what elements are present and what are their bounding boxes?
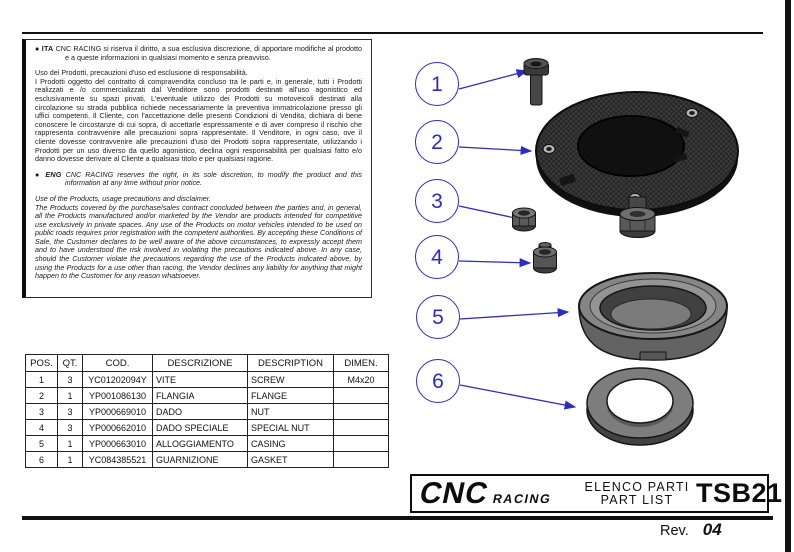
- nut-part: [513, 208, 536, 231]
- callout-arrow-1: [459, 71, 527, 89]
- sheet-title: [578, 481, 696, 507]
- cell-dimen: [334, 388, 389, 404]
- cell-descrizione: ALLOGGIAMENTO: [153, 436, 248, 452]
- ita-notice-text: CNC RACING si riserva il diritto, a sua esclusiva discrezione, di apportare modifiche al prodotto e a queste informazioni in qualsiasi momento e senza preavviso.: [55, 44, 362, 62]
- table-header-row: [26, 355, 389, 372]
- title-block: [410, 474, 783, 513]
- table-row: [26, 388, 389, 404]
- cell-description: CASING: [248, 436, 334, 452]
- frame-right-border: [785, 0, 791, 552]
- callout-3: 3: [415, 179, 459, 223]
- callout-arrow-3: [459, 206, 529, 221]
- gasket-part: [587, 368, 693, 445]
- table-row: [26, 420, 389, 436]
- lang-label-eng: ENG: [45, 169, 62, 179]
- table-row: [26, 436, 389, 452]
- casing-part: [579, 273, 727, 360]
- logo-cnc-text: CNC: [416, 476, 492, 510]
- cell-description: NUT: [248, 404, 334, 420]
- bullet-icon: ●: [35, 44, 40, 53]
- logo-racing-text: RACING: [491, 491, 553, 506]
- cnc-racing-logo: [416, 476, 578, 510]
- col-header-qty: QT.: [58, 355, 83, 372]
- table-row: [26, 404, 389, 420]
- cell-dimen: [334, 436, 389, 452]
- table-row: [26, 372, 389, 388]
- cell-dimen: M4x20: [334, 372, 389, 388]
- cell-description: FLANGE: [248, 388, 334, 404]
- cell-descrizione: FLANGIA: [153, 388, 248, 404]
- cell-qty: 1: [58, 452, 83, 468]
- frame-top-line: [22, 32, 763, 34]
- callout-6: 6: [416, 359, 460, 403]
- revision-line: [660, 520, 722, 540]
- callout-arrow-2: [459, 147, 531, 151]
- eng-disclaimer-title: Use of the Products, usage precautions and disclaimer.: [35, 193, 211, 203]
- ita-disclaimer-body: I Prodotti oggetto del contratto di compravendita concluso tra le parti e, in generale, tutti i Prodotti realizzati e /o commercializzati dal Venditore sono prodotti destinati all'uso agonistico ed esclusivamente su spazi privati. L'eventuale utilizzo dei Prodotti su motoveicoli destinati alla circolazione su strada pubblica richiede necessariamente la preventiva immatricolazione presso gli uffici competenti. Il Cliente, con l'accettazione delle presenti Condizioni di Vendita, dichiara di bene conoscere le circostanze di cui sopra, di accettarle espressamente e di aver compreso il rischio che rappresenta contravvenire alle precauzioni sopra rappresentate. Il Venditore, in ogni caso, ove il cliente dovesse contravvenire alle precauzioni d'uso dei Prodotti sopra rappresentate, utilizzando i Prodotti per un uso diverso da quello agonistico, declina ogni responsabilità per qualsiasi fatto e/o danno dovesse derivare al Cliente a qualsiasi titolo e per qualsiasi ragione.: [35, 76, 362, 164]
- cell-pos: 2: [26, 388, 58, 404]
- revision-label: Rev.: [660, 523, 689, 539]
- cell-pos: 3: [26, 404, 58, 420]
- cell-qty: 1: [58, 436, 83, 452]
- disclaimer-box: [22, 39, 372, 298]
- callout-1: 1: [415, 62, 459, 106]
- cell-cod: YP000669010: [83, 404, 153, 420]
- screw-part: [524, 59, 549, 106]
- sheet-title-line1: ELENCO PARTI: [584, 479, 690, 494]
- special-nut-part: [534, 243, 557, 274]
- bullet-icon: ●: [35, 169, 42, 179]
- lang-label-ita: ITA: [41, 44, 54, 53]
- cell-cod: YP000662010: [83, 420, 153, 436]
- drawing-code: TSB21: [696, 478, 783, 508]
- cell-pos: 1: [26, 372, 58, 388]
- col-header-dimen: DIMEN.: [334, 355, 389, 372]
- flange-holes: [543, 109, 698, 203]
- cell-descrizione: DADO: [153, 404, 248, 420]
- cell-descrizione: GUARNIZIONE: [153, 452, 248, 468]
- cell-qty: 3: [58, 372, 83, 388]
- sheet-title-line2: PART LIST: [600, 492, 674, 507]
- revision-value: 04: [702, 520, 722, 539]
- cell-qty: 1: [58, 388, 83, 404]
- callout-4: 4: [415, 235, 459, 279]
- eng-notice-text: CNC RACING reserves the right, in its sole discretion, to modify the product and this information at any time without prior notice.: [65, 169, 363, 188]
- cell-descrizione: VITE: [153, 372, 248, 388]
- cell-dimen: [334, 452, 389, 468]
- cell-dimen: [334, 404, 389, 420]
- cell-qty: 3: [58, 404, 83, 420]
- flange-part: [536, 92, 738, 238]
- cell-pos: 4: [26, 420, 58, 436]
- parts-table: [25, 354, 389, 468]
- callout-arrow-4: [459, 261, 530, 263]
- cell-cod: YP001086130: [83, 388, 153, 404]
- cell-cod: YP000663010: [83, 436, 153, 452]
- callout-arrow-6: [460, 385, 575, 407]
- cell-descrizione: DADO SPECIALE: [153, 420, 248, 436]
- cell-description: SPECIAL NUT: [248, 420, 334, 436]
- col-header-cod: COD.: [83, 355, 153, 372]
- col-header-description: DESCRIPTION: [248, 355, 334, 372]
- callout-arrow-5: [460, 312, 568, 319]
- flange-stud-nut: [620, 197, 655, 238]
- cell-pos: 5: [26, 436, 58, 452]
- callout-arrows: [459, 71, 575, 407]
- cell-cod: YC01202094Y: [83, 372, 153, 388]
- cell-description: GASKET: [248, 452, 334, 468]
- disclaimer-ita-notice: [35, 45, 362, 62]
- cell-cod: YC084385521: [83, 452, 153, 468]
- table-row: [26, 452, 389, 468]
- col-header-descrizione: DESCRIZIONE: [153, 355, 248, 372]
- callout-2: 2: [415, 120, 459, 164]
- disclaimer-eng-notice: [35, 171, 362, 188]
- cell-pos: 6: [26, 452, 58, 468]
- col-header-pos: POS.: [26, 355, 58, 372]
- cell-description: SCREW: [248, 372, 334, 388]
- cell-qty: 3: [58, 420, 83, 436]
- callout-5: 5: [416, 295, 460, 339]
- eng-disclaimer-body: The Products covered by the purchase/sales contract concluded between the parties and, in general, all the Products manufactured and/or marketed by the Vendor are products intended for competitive use exclusively in private spaces. Any use of the Products on motor vehicles intended to be used on public roads requires prior registration with the competent authorities. By accepting these Conditions of Sale, the Customer declares to be well aware of the above circumstances, to expressly accept them and to have understood the risk involved in violating the precautions indicated above. In any case, should the Customer violate the precautions regarding the use of the Products indicated above, by using the Products for a use other than racing, the Vendor declines any liability for anything that might happen to the Customer for any reason whatsoever.: [35, 202, 362, 281]
- cell-dimen: [334, 420, 389, 436]
- ita-disclaimer-title: Uso dei Prodotti, precauzioni d'uso ed esclusione di responsabilità.: [35, 68, 248, 78]
